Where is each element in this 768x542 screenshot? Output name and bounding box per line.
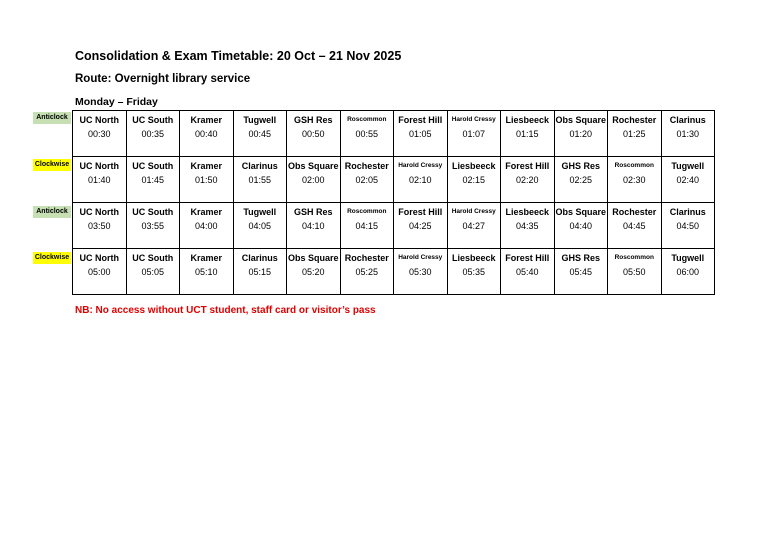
departure-time: 00:35 [141, 129, 165, 139]
departure-time: 01:25 [622, 129, 646, 139]
timetable-cell [554, 249, 608, 295]
stop-name: Roscommon [347, 116, 387, 123]
stop-name: Forest Hill [398, 207, 443, 217]
timetable-cell [340, 157, 394, 203]
stop-name: Harold Cressy [451, 116, 496, 123]
timetable-cell [73, 157, 127, 203]
timetable-cell [180, 157, 234, 203]
stop-name: Kramer [190, 207, 223, 217]
departure-time: 04:00 [194, 221, 218, 231]
stop-name: Liesbeeck [451, 253, 496, 263]
departure-time: 02:25 [569, 175, 593, 185]
departure-time: 02:40 [676, 175, 700, 185]
departure-time: 05:15 [248, 267, 272, 277]
timetable-cell [73, 203, 127, 249]
departure-time: 01:15 [515, 129, 539, 139]
timetable-cell [340, 249, 394, 295]
timetable-cell [661, 157, 715, 203]
departure-time: 03:50 [87, 221, 111, 231]
departure-time: 06:00 [676, 267, 700, 277]
timetable-cell [287, 203, 341, 249]
timetable-cell [501, 157, 555, 203]
departure-time: 05:30 [408, 267, 432, 277]
timetable-cell [608, 111, 662, 157]
departure-time: 05:40 [515, 267, 539, 277]
direction-label: Anticlock [33, 206, 71, 218]
timetable-cell [394, 249, 448, 295]
timetable-row [73, 249, 715, 295]
stop-name: Tugwell [243, 115, 277, 125]
departure-time: 05:05 [141, 267, 165, 277]
timetable-cell [661, 111, 715, 157]
timetable-row [73, 157, 715, 203]
timetable-cell [233, 157, 287, 203]
departure-time: 00:50 [301, 129, 325, 139]
timetable-cell [233, 249, 287, 295]
timetable-cell [394, 203, 448, 249]
stop-name: Forest Hill [505, 161, 550, 171]
departure-time: 02:20 [515, 175, 539, 185]
stop-name: UC North [79, 253, 119, 263]
stop-name: UC South [132, 207, 174, 217]
timetable-cell [180, 111, 234, 157]
timetable-cell [287, 111, 341, 157]
departure-time: 05:35 [462, 267, 486, 277]
stop-name: Harold Cressy [451, 208, 496, 215]
stop-name: UC South [132, 161, 174, 171]
stop-name: GSH Res [293, 115, 333, 125]
stop-name: Kramer [190, 253, 223, 263]
departure-time: 04:45 [622, 221, 646, 231]
departure-time: 04:15 [355, 221, 379, 231]
stop-name: Obs Square [287, 161, 339, 171]
departure-time: 01:05 [408, 129, 432, 139]
stop-name: Rochester [344, 161, 389, 171]
timetable-cell [447, 203, 501, 249]
departure-time: 01:30 [676, 129, 700, 139]
timetable-cell [501, 111, 555, 157]
departure-time: 05:20 [301, 267, 325, 277]
timetable-cell [287, 249, 341, 295]
stop-name: Liesbeeck [451, 161, 496, 171]
timetable-cell [554, 157, 608, 203]
stop-name: Kramer [190, 115, 223, 125]
direction-label: Anticlock [33, 112, 71, 124]
departure-time: 04:05 [248, 221, 272, 231]
departure-time: 01:40 [87, 175, 111, 185]
access-note: NB: No access without UCT student, staff card or visitor’s pass [75, 305, 376, 316]
timetable-cell [340, 203, 394, 249]
stop-name: Clarinus [669, 207, 706, 217]
departure-time: 02:00 [301, 175, 325, 185]
timetable-cell [447, 157, 501, 203]
stop-name: UC South [132, 253, 174, 263]
departure-time: 05:10 [194, 267, 218, 277]
stop-name: UC North [79, 207, 119, 217]
stop-name: Clarinus [241, 161, 278, 171]
departure-time: 05:25 [355, 267, 379, 277]
direction-label: Clockwise [33, 159, 71, 171]
stop-name: GHS Res [561, 253, 600, 263]
timetable-cell [394, 157, 448, 203]
departure-time: 02:05 [355, 175, 379, 185]
timetable-cell [126, 157, 180, 203]
stop-name: Rochester [612, 115, 657, 125]
stop-name: Rochester [344, 253, 389, 263]
direction-label: Clockwise [33, 252, 71, 264]
timetable-cell [233, 111, 287, 157]
stop-name: Forest Hill [398, 115, 443, 125]
timetable-cell [126, 203, 180, 249]
departure-time: 02:10 [408, 175, 432, 185]
stop-name: Roscommon [347, 208, 387, 215]
timetable-row [73, 203, 715, 249]
departure-time: 01:45 [141, 175, 165, 185]
stop-name: Obs Square [555, 207, 606, 217]
stop-name: Tugwell [243, 207, 277, 217]
stop-name: UC South [132, 115, 174, 125]
departure-time: 02:30 [622, 175, 646, 185]
route-label: Route: Overnight library service [75, 73, 251, 85]
departure-time: 03:55 [141, 221, 165, 231]
departure-time: 01:07 [462, 129, 486, 139]
timetable-cell [608, 249, 662, 295]
timetable-cell [661, 249, 715, 295]
departure-time: 00:55 [355, 129, 379, 139]
stop-name: Liesbeeck [505, 207, 550, 217]
departure-time: 04:35 [515, 221, 539, 231]
stop-name: GHS Res [561, 161, 600, 171]
departure-time: 00:45 [248, 129, 272, 139]
timetable-cell [126, 249, 180, 295]
departure-time: 00:40 [194, 129, 218, 139]
timetable-cell [233, 203, 287, 249]
departure-time: 05:50 [622, 267, 646, 277]
timetable-cell [447, 249, 501, 295]
departure-time: 01:50 [194, 175, 218, 185]
stop-name: UC North [79, 115, 119, 125]
stop-name: Roscommon [614, 254, 654, 261]
departure-time: 01:20 [569, 129, 593, 139]
stop-name: Harold Cressy [398, 162, 443, 169]
stop-name: Liesbeeck [505, 115, 550, 125]
stop-name: Tugwell [671, 253, 705, 263]
stop-name: Obs Square [287, 253, 339, 263]
stop-name: UC North [79, 161, 119, 171]
stop-name: Kramer [190, 161, 223, 171]
departure-time: 05:00 [87, 267, 111, 277]
timetable-cell [394, 111, 448, 157]
stop-name: Clarinus [669, 115, 706, 125]
timetable-cell [447, 111, 501, 157]
timetable-cell [554, 111, 608, 157]
stop-name: Forest Hill [505, 253, 550, 263]
stop-name: Clarinus [241, 253, 278, 263]
stop-name: Tugwell [671, 161, 705, 171]
days-label: Monday – Friday [75, 96, 158, 108]
stop-name: Rochester [612, 207, 657, 217]
departure-time: 01:55 [248, 175, 272, 185]
timetable-row [73, 111, 715, 157]
timetable-cell [554, 203, 608, 249]
timetable-cell [608, 203, 662, 249]
timetable-cell [608, 157, 662, 203]
timetable-cell [73, 249, 127, 295]
stop-name: GSH Res [293, 207, 333, 217]
stop-name: Harold Cressy [398, 254, 443, 261]
timetable-cell [73, 111, 127, 157]
timetable-cell [287, 157, 341, 203]
departure-time: 04:50 [676, 221, 700, 231]
timetable-cell [126, 111, 180, 157]
timetable-grid [72, 110, 715, 295]
stop-name: Obs Square [555, 115, 606, 125]
timetable-cell [180, 249, 234, 295]
departure-time: 05:45 [569, 267, 593, 277]
timetable-cell [501, 203, 555, 249]
timetable-cell [180, 203, 234, 249]
timetable-cell [340, 111, 394, 157]
timetable-cell [661, 203, 715, 249]
departure-time: 04:10 [301, 221, 325, 231]
departure-time: 04:27 [462, 221, 486, 231]
departure-time: 02:15 [462, 175, 486, 185]
stop-name: Roscommon [614, 162, 654, 169]
departure-time: 04:25 [408, 221, 432, 231]
page-title: Consolidation & Exam Timetable: 20 Oct – 21 Nov 2025 [75, 49, 402, 63]
timetable-cell [501, 249, 555, 295]
departure-time: 00:30 [87, 129, 111, 139]
departure-time: 04:40 [569, 221, 593, 231]
